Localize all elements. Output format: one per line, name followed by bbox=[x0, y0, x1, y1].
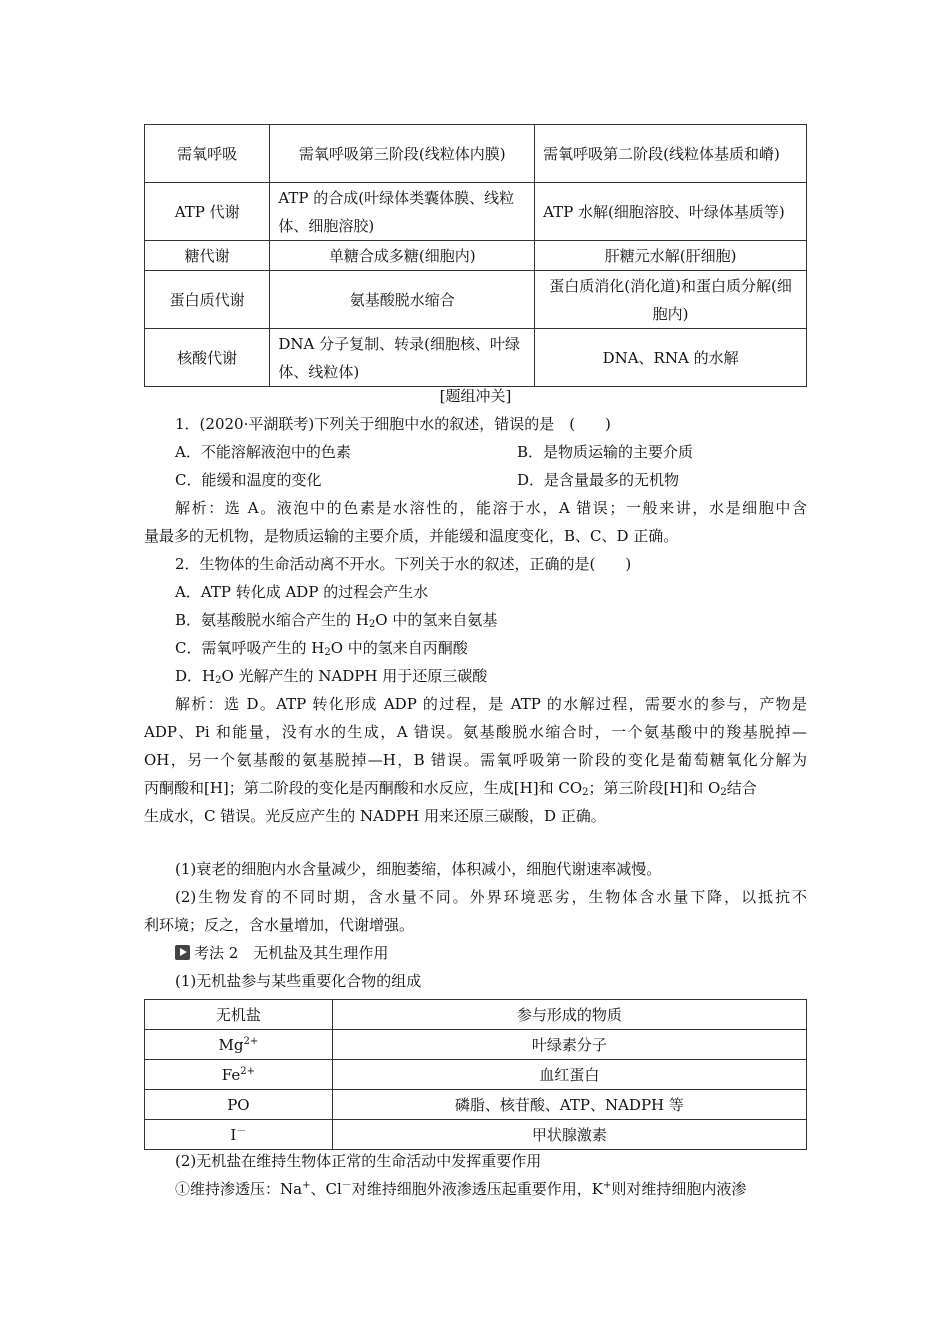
ion-cell bbox=[145, 1030, 333, 1060]
q2-option-c bbox=[175, 634, 468, 662]
inorganic-salt-table bbox=[144, 999, 807, 1150]
row-left: 氨基酸脱水缩合 bbox=[270, 271, 535, 329]
superscript: + bbox=[302, 1180, 311, 1191]
row-left: 需氧呼吸第三阶段(线粒体内膜) bbox=[270, 125, 535, 183]
compound-cell: 磷脂、核苷酸、ATP、NADPH 等 bbox=[332, 1090, 806, 1120]
text-fragment: O 中的氢来自丙酮酸 bbox=[330, 639, 468, 657]
row-left: 单糖合成多糖(细胞内) bbox=[270, 241, 535, 271]
play-icon bbox=[175, 945, 190, 960]
row-right: 蛋白质消化(消化道)和蛋白质分解(细胞内) bbox=[535, 271, 807, 329]
subscript: 2 bbox=[720, 787, 727, 798]
method-title: 考法 2 无机盐及其生理作用 bbox=[194, 944, 389, 962]
q1-option-c: C．能缓和温度的变化 bbox=[175, 471, 322, 489]
text-fragment: ①维持渗透压：Na bbox=[175, 1180, 303, 1198]
table-header-row bbox=[145, 1000, 807, 1030]
ion-cell bbox=[145, 1120, 333, 1150]
text-fragment: 则对维持细胞内液渗 bbox=[611, 1180, 747, 1198]
ion-symbol: PO bbox=[227, 1095, 250, 1114]
q2-analysis-line: 解析：选 D。ATP 转化形成 ADP 的过程，是 ATP 的水解过程，需要水的参与，产物是 bbox=[175, 695, 807, 713]
q2-analysis-line: OH，另一个氨基酸的氨基脱掉—H，B 错误。需氧呼吸第一阶段的变化是葡萄糖氧化分解为 bbox=[144, 751, 807, 769]
subscript: 2 bbox=[582, 787, 589, 798]
row-right: ATP 水解(细胞溶胶、叶绿体基质等) bbox=[535, 183, 807, 241]
q1-stem: 1．(2020·平湖联考)下列关于细胞中水的叙述，错误的是 ( ) bbox=[175, 415, 611, 433]
text-fragment: 对维持细胞外液渗透压起重要作用，K bbox=[351, 1180, 603, 1198]
text-fragment: ；第三阶段[H]和 O bbox=[588, 779, 721, 797]
table-row bbox=[145, 1090, 807, 1120]
table-row bbox=[145, 1030, 807, 1060]
table-row bbox=[145, 183, 807, 241]
ion-symbol: I bbox=[230, 1125, 237, 1144]
row-name: 糖代谢 bbox=[145, 241, 270, 271]
text-fragment: 、Cl bbox=[310, 1180, 342, 1198]
text-fragment: D．H bbox=[175, 667, 216, 685]
ion-cell bbox=[145, 1060, 333, 1090]
row-right: DNA、RNA 的水解 bbox=[535, 329, 807, 387]
row-right: 肝糖元水解(肝细胞) bbox=[535, 241, 807, 271]
q2-option-b bbox=[175, 606, 497, 634]
compound-cell: 甲状腺激素 bbox=[332, 1120, 806, 1150]
text-fragment: 丙酮酸和[H]；第二阶段的变化是丙酮酸和水反应，生成[H]和 CO bbox=[144, 779, 583, 797]
table-row bbox=[145, 1120, 807, 1150]
row-name: ATP 代谢 bbox=[145, 183, 270, 241]
subscript: 2 bbox=[215, 675, 222, 686]
metabolism-table bbox=[144, 124, 807, 387]
table-row bbox=[145, 271, 807, 329]
ion-cell bbox=[145, 1090, 333, 1120]
ion-symbol: Mg bbox=[218, 1035, 244, 1054]
superscript: + bbox=[602, 1180, 612, 1191]
q2-stem: 2．生物体的生命活动离不开水。下列关于水的叙述，正确的是( ) bbox=[175, 555, 632, 573]
compound-cell: 血红蛋白 bbox=[332, 1060, 806, 1090]
row-name: 需氧呼吸 bbox=[145, 125, 270, 183]
q1-analysis-line: 量最多的无机物，是物质运输的主要介质，并能缓和温度变化，B、C、D 正确。 bbox=[144, 527, 679, 545]
row-name: 蛋白质代谢 bbox=[145, 271, 270, 329]
table-row bbox=[145, 125, 807, 183]
compound-cell: 叶绿素分子 bbox=[332, 1030, 806, 1060]
q1-analysis-line: 解析：选 A。液泡中的色素是水溶性的，能溶于水，A 错误；一般来讲，水是细胞中含 bbox=[175, 499, 807, 517]
table-row bbox=[145, 241, 807, 271]
header-cell: 无机盐 bbox=[145, 1000, 333, 1030]
q1-option-d: D．是含量最多的无机物 bbox=[517, 471, 680, 489]
note-line: (2)生物发育的不同时期，含水量不同。外界环境恶劣，生物体含水量下降，以抵抗不 bbox=[175, 888, 807, 906]
table-row bbox=[145, 1060, 807, 1090]
body-line bbox=[175, 1175, 746, 1203]
subscript: 2 bbox=[368, 619, 376, 630]
q2-option-d bbox=[175, 662, 487, 690]
text-fragment: B．氨基酸脱水缩合产生的 H bbox=[175, 611, 369, 629]
ion-charge: － bbox=[236, 1125, 247, 1137]
header-cell: 参与形成的物质 bbox=[332, 1000, 806, 1030]
q2-analysis-line: ADP、Pi 和能量，没有水的生成，A 错误。氨基酸脱水缩合时，一个氨基酸中的羧基脱掉— bbox=[144, 723, 807, 741]
q1-option-b: B．是物质运输的主要介质 bbox=[517, 443, 694, 461]
row-left: DNA 分子复制、转录(细胞核、叶绿体、线粒体) bbox=[270, 329, 535, 387]
text-fragment: C．需氧呼吸产生的 H bbox=[175, 639, 325, 657]
q2-option-a: A．ATP 转化成 ADP 的过程会产生水 bbox=[175, 583, 429, 601]
text-fragment: O 光解产生的 NADPH 用于还原三碳酸 bbox=[221, 667, 488, 685]
q2-analysis-line bbox=[144, 774, 807, 802]
section-title: [题组冲关] bbox=[439, 387, 512, 405]
q1-option-a: A．不能溶解液泡中的色素 bbox=[175, 443, 351, 461]
ion-charge: 2+ bbox=[243, 1035, 259, 1047]
note-line: (1)衰老的细胞内水含量减少，细胞萎缩，体积减小，细胞代谢速率减慢。 bbox=[175, 860, 662, 878]
subscript: 2 bbox=[324, 647, 331, 658]
row-right: 需氧呼吸第二阶段(线粒体基质和嵴) bbox=[535, 125, 807, 183]
table-row bbox=[145, 329, 807, 387]
row-name: 核酸代谢 bbox=[145, 329, 270, 387]
subheading: (2)无机盐在维持生物体正常的生命活动中发挥重要作用 bbox=[175, 1152, 542, 1170]
q2-analysis-line: 生成水，C 错误。光反应产生的 NADPH 用来还原三碳酸，D 正确。 bbox=[144, 807, 606, 825]
note-line: 利环境；反之，含水量增加，代谢增强。 bbox=[144, 916, 415, 934]
text-fragment: 结合 bbox=[726, 779, 757, 797]
text-fragment: O 中的氢来自氨基 bbox=[375, 611, 498, 629]
method-heading bbox=[175, 939, 388, 967]
row-left: ATP 的合成(叶绿体类囊体膜、线粒体、细胞溶胶) bbox=[270, 183, 535, 241]
ion-symbol: Fe bbox=[221, 1065, 241, 1084]
method-subheading: (1)无机盐参与某些重要化合物的组成 bbox=[175, 972, 422, 990]
ion-charge: 2+ bbox=[240, 1065, 255, 1077]
superscript: － bbox=[341, 1180, 352, 1191]
